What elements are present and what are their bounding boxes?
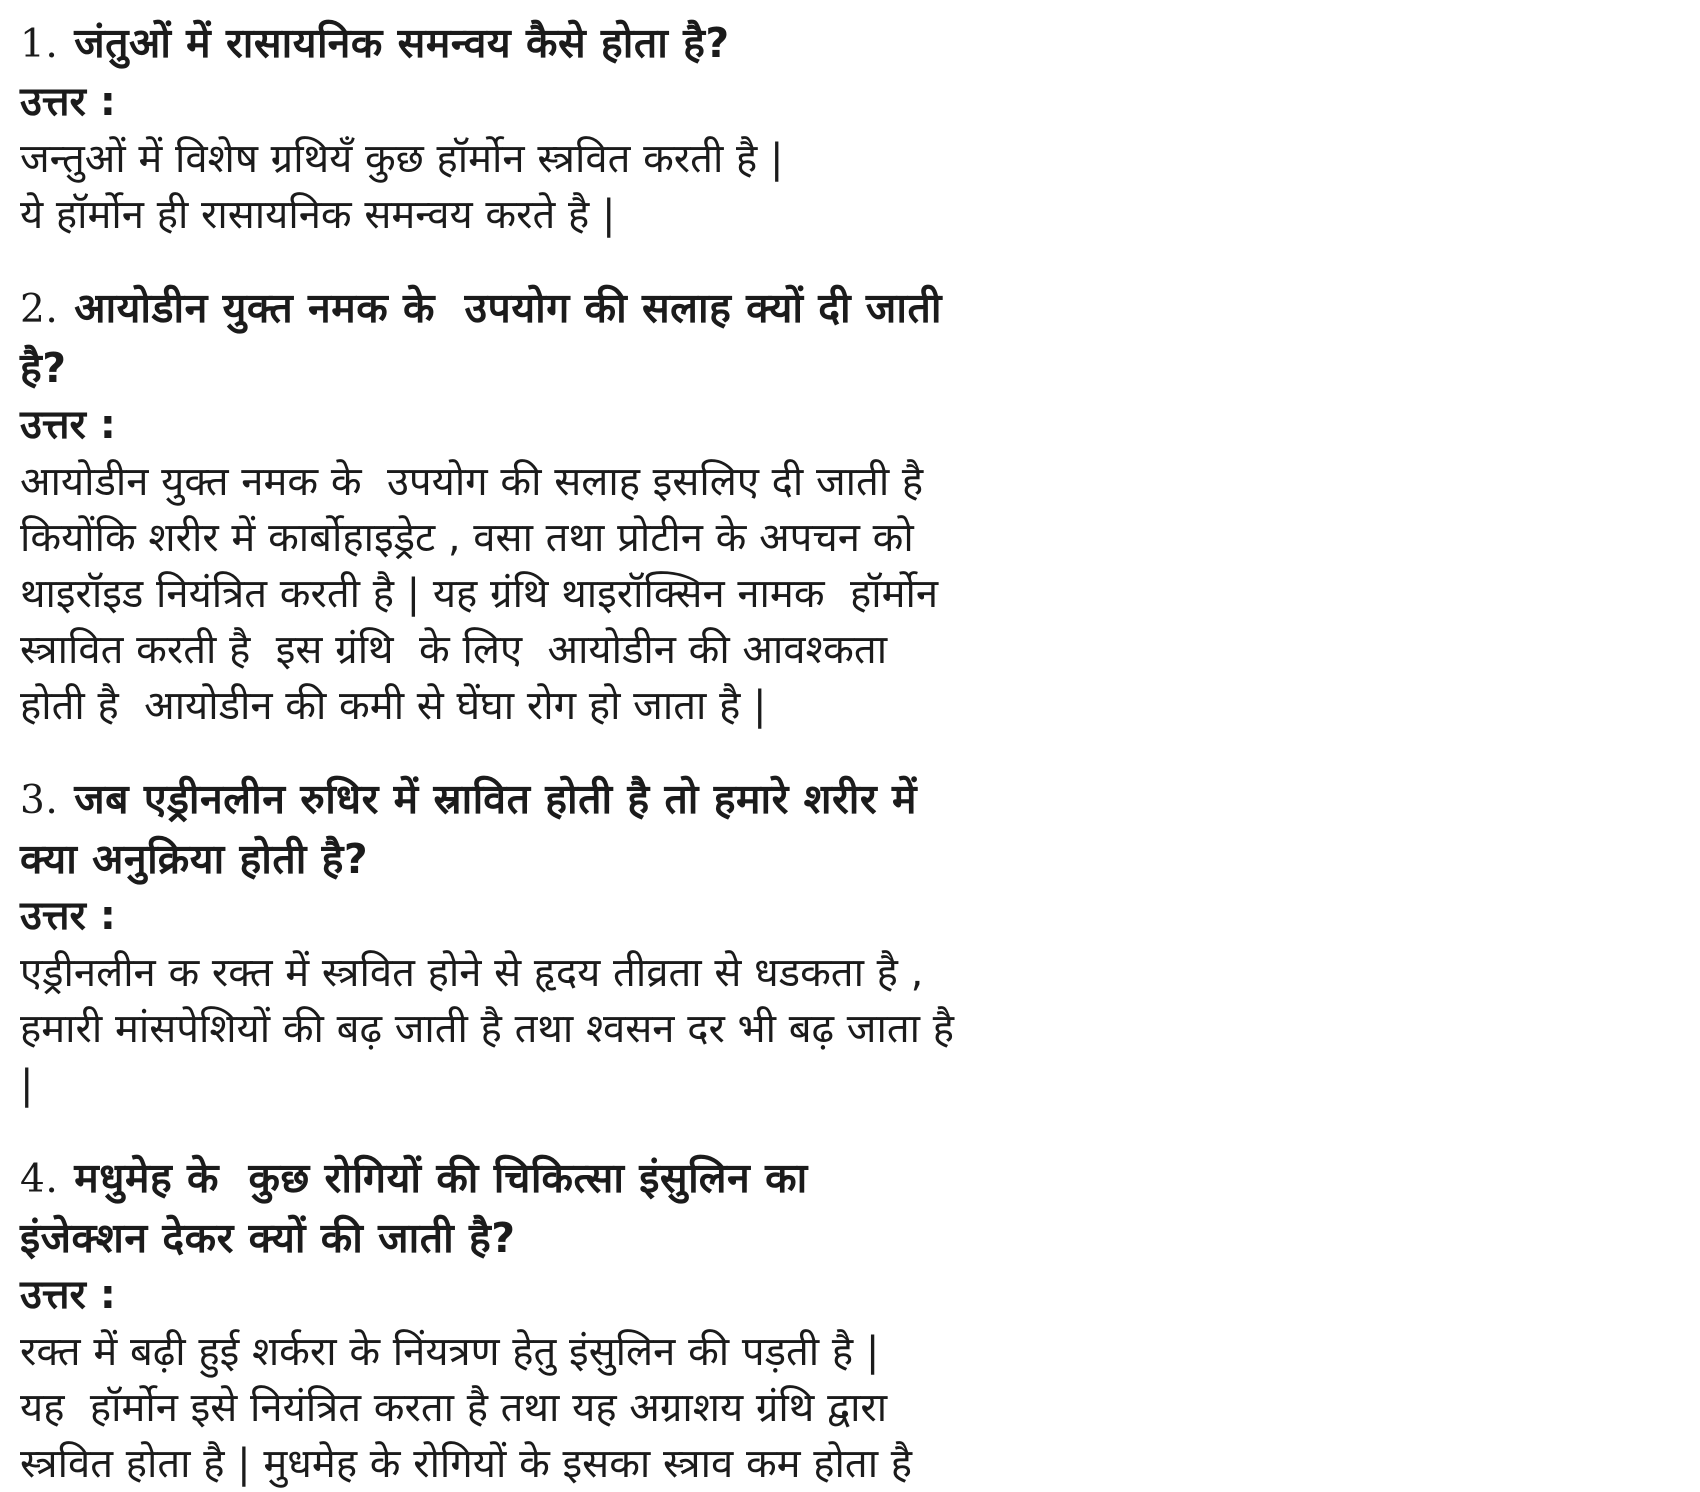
qa-section-3 bbox=[20, 770, 1670, 1113]
question-line bbox=[20, 279, 1670, 339]
question-line-continued: क्या अनुक्रिया होती है? bbox=[20, 835, 369, 883]
answer-line: रक्त में बढ़ी हुई शर्करा के निंयत्रण हेतु इंसुलिन की पड़ती है | bbox=[20, 1329, 880, 1375]
question-number: 4. bbox=[20, 1157, 59, 1202]
answer-line: होती है आयोडीन की कमी से घेंघा रोग हो जाता है | bbox=[20, 683, 767, 729]
qa-section-1 bbox=[20, 14, 1670, 243]
answer-label: उत्तर : bbox=[20, 79, 116, 125]
question-line bbox=[20, 14, 1670, 74]
answer-line: स्त्रवित होता है | मुधमेह के रोगियों के इसका स्त्राव कम होता है bbox=[20, 1441, 913, 1487]
question-number: 1. bbox=[20, 22, 59, 67]
answer-line: एड्रीनलीन क रक्त में स्त्रवित होने से हृदय तीव्रता से धडकता है , bbox=[20, 950, 924, 996]
answer-label: उत्तर : bbox=[20, 402, 116, 448]
answer-line: यह हॉर्मोन इसे नियंत्रित करता है तथा यह अग्राशय ग्रंथि द्वारा bbox=[20, 1385, 888, 1431]
question-text: जंतुओं में रासायनिक समन्वय कैसे होता है? bbox=[74, 19, 730, 67]
answer-line: जन्तुओं में विशेष ग्रथियँ कुछ हॉर्मोन स्त्रवित करती है | bbox=[20, 136, 784, 182]
qa-section-4 bbox=[20, 1149, 1670, 1492]
question-line-continued: इंजेक्शन देकर क्यों की जाती है? bbox=[20, 1214, 516, 1262]
question-text: जब एड्रीनलीन रुधिर में स्रावित होती है तो हमारे शरीर में bbox=[74, 775, 917, 823]
answer-line: कियोंकि शरीर में कार्बोहाइड्रेट , वसा तथा प्रोटीन के अपचन को bbox=[20, 515, 914, 561]
answer-label: उत्तर : bbox=[20, 893, 116, 939]
answer-line: स्त्रावित करती है इस ग्रंथि के लिए आयोडीन की आवश्कता bbox=[20, 627, 888, 673]
question-number: 3. bbox=[20, 778, 59, 823]
question-line bbox=[20, 1149, 1670, 1209]
answer-line: थाइरॉइड नियंत्रित करती है | यह ग्रंथि थाइरॉक्सिन नामक हॉर्मोन bbox=[20, 571, 939, 617]
question-number: 2. bbox=[20, 287, 59, 332]
answer-line: आयोडीन युक्त नमक के उपयोग की सलाह इसलिए दी जाती है bbox=[20, 459, 924, 505]
question-line-continued: है? bbox=[20, 344, 67, 392]
answer-line: ये हॉर्मोन ही रासायनिक समन्वय करते है | bbox=[20, 192, 616, 238]
answer-line: हमारी मांसपेशियों की बढ़ जाती है तथा श्वसन दर भी बढ़ जाता है bbox=[20, 1006, 954, 1052]
answer-label: उत्तर : bbox=[20, 1272, 116, 1318]
question-text: आयोडीन युक्त नमक के उपयोग की सलाह क्यों दी जाती bbox=[74, 284, 942, 332]
question-text: मधुमेह के कुछ रोगियों की चिकित्सा इंसुलिन का bbox=[74, 1154, 808, 1202]
question-line bbox=[20, 770, 1670, 830]
qa-section-2 bbox=[20, 279, 1670, 734]
answer-line: | bbox=[20, 1062, 34, 1108]
